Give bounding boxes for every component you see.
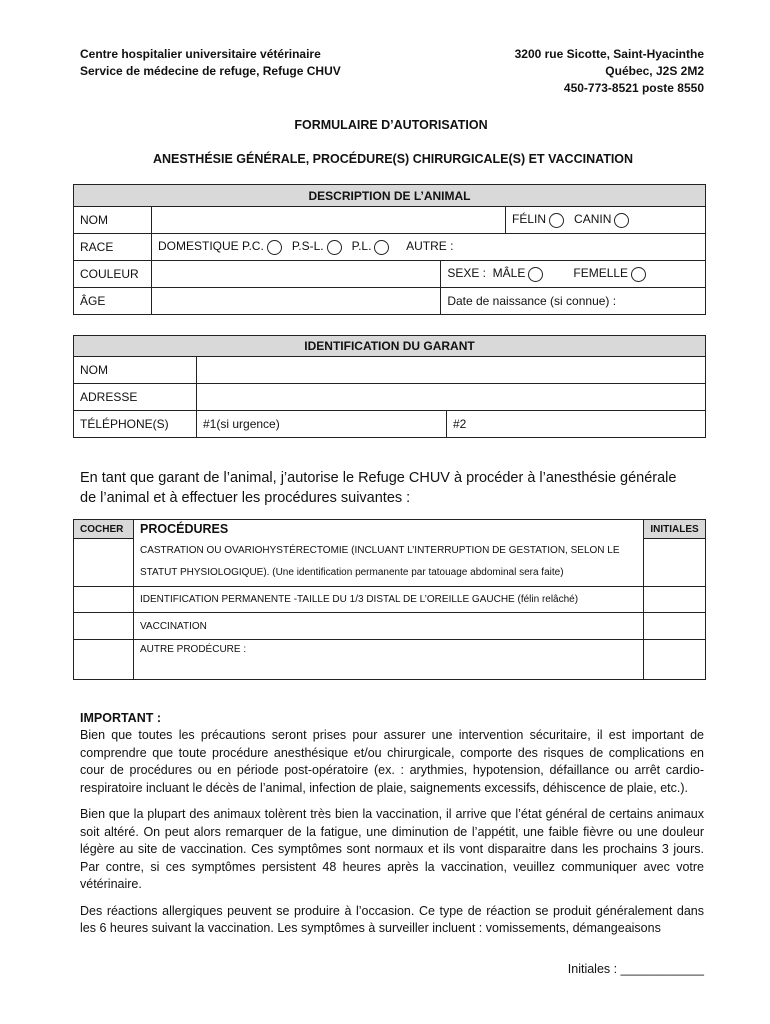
- procedure-ear-tip: IDENTIFICATION PERMANENTE -TAILLE DU 1/3 DISTAL DE L’OREILLE GAUCHE (félin relâché): [134, 587, 644, 613]
- form-subtitle: ANESTHÉSIE GÉNÉRALE, PROCÉDURE(S) CHIRURGICALE(S) ET VACCINATION: [152, 152, 634, 166]
- animal-section-heading: DESCRIPTION DE L’ANIMAL: [74, 185, 706, 207]
- check-castration[interactable]: [74, 539, 134, 587]
- institution-name: Centre hospitalier universitaire vétérinaire: [80, 47, 321, 61]
- form-title: FORMULAIRE D’AUTORISATION: [294, 118, 488, 132]
- institution-header: [80, 46, 341, 80]
- check-vaccination[interactable]: [74, 613, 134, 640]
- psl-label: P.S-L.: [291, 239, 324, 254]
- important-section: [80, 710, 704, 938]
- birthdate-field[interactable]: [441, 288, 706, 315]
- birthdate-label: Date de naissance (si connue) :: [447, 294, 617, 308]
- phone1-field[interactable]: [197, 411, 447, 438]
- canine-label: CANIN: [574, 212, 612, 227]
- initials-ear-tip[interactable]: [644, 587, 706, 613]
- initials-other[interactable]: [644, 640, 706, 680]
- procedures-table: [73, 519, 706, 680]
- female-label: FEMELLE: [573, 266, 629, 281]
- check-ear-tip[interactable]: [74, 587, 134, 613]
- check-other[interactable]: [74, 640, 134, 680]
- age-field[interactable]: [152, 288, 441, 315]
- phone2-label: #2: [453, 417, 467, 431]
- procedures-column-header: PROCÉDURES: [134, 520, 644, 539]
- phone2-field[interactable]: [447, 411, 706, 438]
- important-paragraph-allergies: Des réactions allergiques peuvent se produire à l’occasion. Ce type de réaction se produit généralement dans les 6 heures suivant la vaccination. Les symptômes à surveiller incluent : vomissements, démangeaisons: [80, 903, 704, 935]
- city-postal: Québec, J2S 2M2: [605, 64, 704, 78]
- domestic-pc-radio[interactable]: [267, 240, 282, 255]
- species-choice: [506, 207, 706, 234]
- guarantor-name-label: NOM: [74, 357, 197, 384]
- animal-description-table: [73, 184, 706, 315]
- pl-label: P.L.: [351, 239, 372, 254]
- guarantor-table: [73, 335, 706, 438]
- important-paragraph-vaccination: Bien que la plupart des animaux tolèrent très bien la vaccination, il arrive que l’état général de certains animaux soit altéré. On peut alors remarquer de la fatigue, une diminution de l’appétit, une faible fièvre ou une douleur légère au site de vaccination. Ces symptômes sont normaux et ils vont disparaitre dans les prochains 3 jours. Par contre, si ces symptômes persistent 48 heures après la vaccination, veuillez communiquer avec votre vétérinaire.: [80, 807, 704, 891]
- color-field[interactable]: [152, 261, 441, 288]
- important-paragraph-risks: Bien que toutes les précautions seront prises pour assurer une intervention sécuritaire, il est important de comprendre que toute procédure anesthésique et/ou chirurgicale, comporte des risques de complications en cour de procédures ou en période post-opératoire (ex. : arythmies, hypotension, défaillance ou arrêt cardio-respiratoire incluant le décès de l’animal, infection de plaie, saignements excessifs, déhiscence de plaie, etc.).: [80, 728, 704, 795]
- guarantor-address-field[interactable]: [197, 384, 706, 411]
- service-name: Service de médecine de refuge, Refuge CHUV: [80, 64, 341, 78]
- street-address: 3200 rue Sicotte, Saint-Hyacinthe: [514, 47, 704, 61]
- check-column-header: COCHER: [74, 520, 134, 539]
- sex-choice: [441, 261, 706, 288]
- domestic-pc-label: DOMESTIQUE P.C.: [158, 239, 264, 254]
- initials-castration[interactable]: [644, 539, 706, 587]
- important-title: IMPORTANT :: [80, 711, 162, 725]
- animal-name-field[interactable]: [152, 207, 506, 234]
- male-label: MÂLE: [492, 266, 526, 281]
- procedure-vaccination: VACCINATION: [134, 613, 644, 640]
- guarantor-phone-label: TÉLÉPHONE(S): [74, 411, 197, 438]
- guarantor-address-label: ADRESSE: [74, 384, 197, 411]
- age-label: ÂGE: [74, 288, 152, 315]
- procedure-castration-line2: STATUT PHYSIOLOGIQUE). (Une identification permanente par tatouage abdominal sera faite): [140, 567, 564, 579]
- footer-initials[interactable]: Initiales : ____________: [567, 962, 704, 976]
- feline-label: FÉLIN: [512, 212, 547, 227]
- feline-radio[interactable]: [549, 213, 564, 228]
- race-choices: [152, 234, 706, 261]
- address-header: [515, 46, 704, 97]
- male-radio[interactable]: [528, 267, 543, 282]
- pl-radio[interactable]: [374, 240, 389, 255]
- initials-vaccination[interactable]: [644, 613, 706, 640]
- race-label: RACE: [74, 234, 152, 261]
- sex-label: SEXE :: [447, 266, 486, 281]
- canine-radio[interactable]: [614, 213, 629, 228]
- procedure-other: AUTRE PRODÉCURE :: [134, 640, 644, 680]
- phone-number: 450-773-8521 poste 8550: [563, 81, 704, 95]
- color-label: COULEUR: [74, 261, 152, 288]
- procedure-castration: [134, 539, 644, 587]
- psl-radio[interactable]: [327, 240, 342, 255]
- procedure-castration-line1: CASTRATION OU OVARIOHYSTÉRECTOMIE (INCLUANT L’INTERRUPTION DE GESTATION, SELON LE: [140, 545, 620, 557]
- guarantor-section-heading: IDENTIFICATION DU GARANT: [74, 336, 706, 357]
- other-race-label: AUTRE :: [406, 239, 454, 254]
- initials-column-header: INITIALES: [644, 520, 706, 539]
- animal-name-label: NOM: [74, 207, 152, 234]
- phone1-label: #1(si urgence): [203, 417, 280, 431]
- female-radio[interactable]: [631, 267, 646, 282]
- guarantor-name-field[interactable]: [197, 357, 706, 384]
- authorization-statement: En tant que garant de l’animal, j’autorise le Refuge CHUV à procéder à l’anesthésie générale de l’animal et à effectuer les procédures suivantes :: [80, 470, 677, 506]
